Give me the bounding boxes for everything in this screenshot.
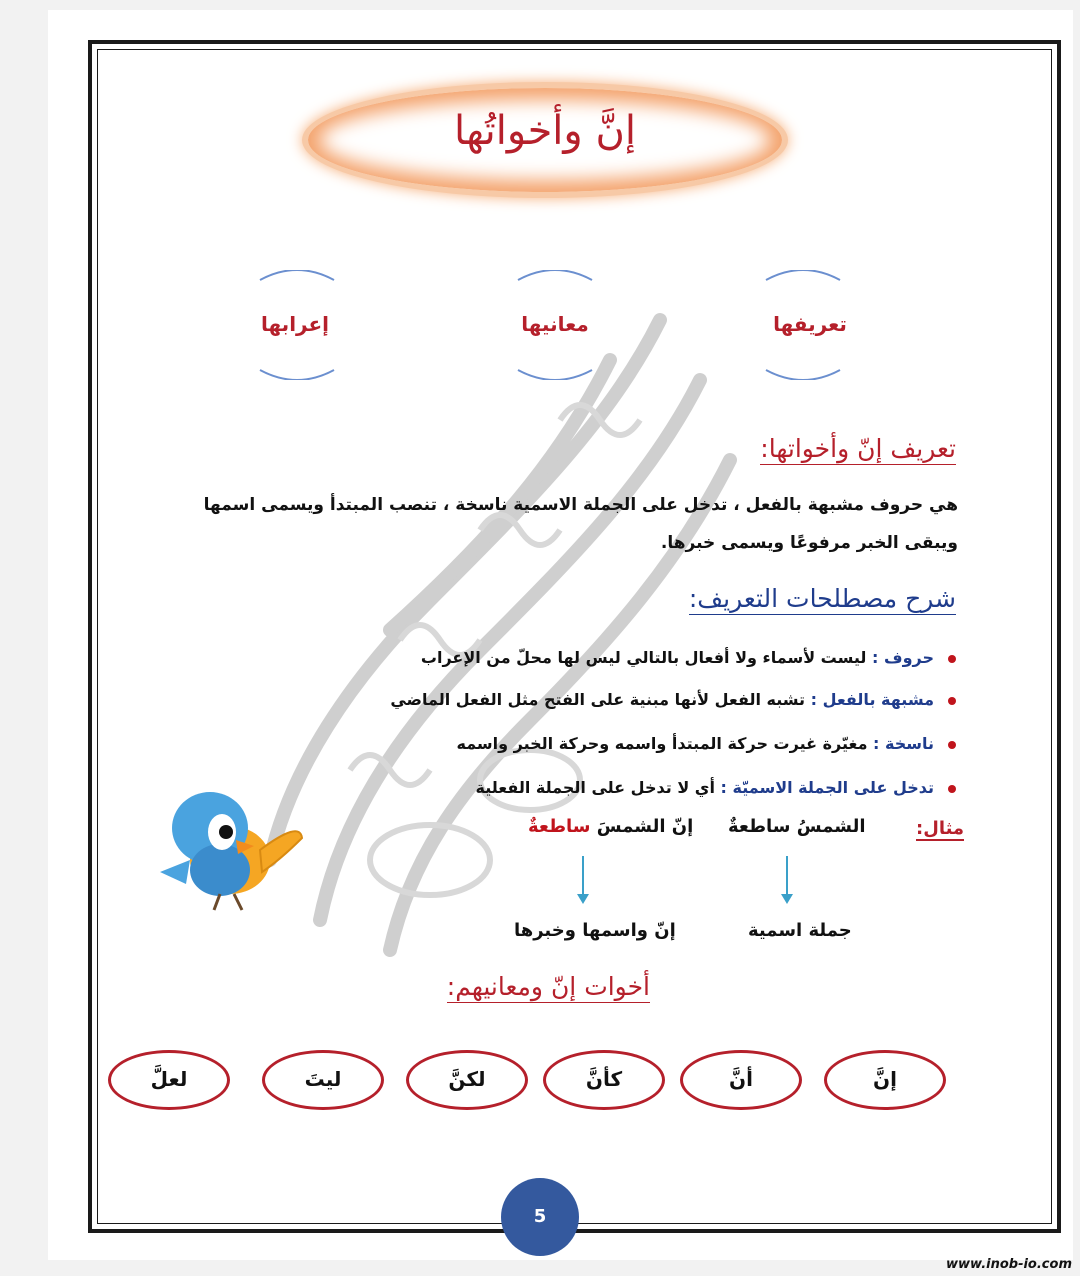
definition-heading: تعريف إنّ وأخواتها:: [760, 434, 956, 463]
sister-lakinna: [406, 1050, 528, 1110]
caption-inna-parts: إنّ واسمها وخبرها: [514, 920, 676, 941]
page-number: 5: [533, 1206, 547, 1227]
list-item: [456, 734, 956, 753]
term-label: مشبهة بالفعل :: [810, 690, 934, 709]
term-label: حروف :: [872, 648, 934, 667]
term-desc: مغيّرة غيرت حركة المبتدأ واسمه وحركة الخبر واسمه: [456, 734, 868, 753]
sister-label: كأنَّ: [585, 1067, 623, 1091]
footer-url: www.inob-io.com: [946, 1257, 1072, 1272]
bullet-dot: [948, 697, 956, 705]
arrow-down-icon: [780, 856, 794, 906]
sister-layta: [262, 1050, 384, 1110]
example-sentence-2: [528, 816, 693, 837]
bullet-dot: [948, 741, 956, 749]
list-item: [390, 690, 956, 709]
example-vowel: َ ساطعة: [528, 816, 597, 837]
sisters-heading: أخوات إنّ ومعانيهم:: [446, 972, 650, 1001]
bullet-dot: [948, 785, 956, 793]
bullet-dot: [948, 655, 956, 663]
page-title: إنَّ وأخواتُها: [454, 108, 636, 154]
definition-text: هي حروف مشبهة بالفعل ، تدخل على الجملة الاسمية ناسخة ، تنصب المبتدأ ويسمى اسمها ويبقى الخبر مرفوعًا ويسمى خبرها.: [203, 495, 958, 553]
sister-inna: [824, 1050, 946, 1110]
arrow-down-icon: [576, 856, 590, 906]
example-label: مثال:: [916, 818, 965, 839]
sister-label: إنَّ: [873, 1067, 897, 1091]
term-desc: تشبه الفعل لأنها مبنية على الفتح مثل الفعل الماضي: [390, 690, 806, 709]
term-desc: أي لا تدخل على الجملة الفعلية: [475, 778, 715, 797]
term-label: تدخل على الجملة الاسميّة :: [720, 778, 934, 797]
example-sentence-1: الشمسُ ساطعةٌ: [728, 816, 866, 837]
term-label: ناسخة :: [873, 734, 934, 753]
topic-parsing: إعرابها: [260, 312, 330, 336]
bird-illustration: [150, 780, 310, 915]
sister-kaanna: [543, 1050, 665, 1110]
sister-label: ليتَ: [304, 1067, 342, 1091]
sister-label: لعلَّ: [150, 1067, 188, 1091]
list-item: [421, 648, 956, 667]
terms-heading: شرح مصطلحات التعريف:: [688, 584, 956, 613]
list-item: [476, 778, 956, 797]
sister-laalla: [108, 1050, 230, 1110]
caption-nominal-sentence: جملة اسمية: [748, 920, 852, 941]
page-number-badge: [501, 1178, 579, 1256]
term-desc: ليست لأسماء ولا أفعال بالتالي ليس لها محلّ من الإعراب: [420, 648, 867, 667]
sister-anna: [680, 1050, 802, 1110]
topic-meanings: معانيها: [521, 312, 589, 336]
example-part: إنّ الشمس: [596, 816, 694, 837]
sister-label: أنَّ: [729, 1067, 753, 1091]
sister-label: لكنَّ: [448, 1067, 486, 1091]
topic-definition: تعريفها: [773, 312, 847, 336]
